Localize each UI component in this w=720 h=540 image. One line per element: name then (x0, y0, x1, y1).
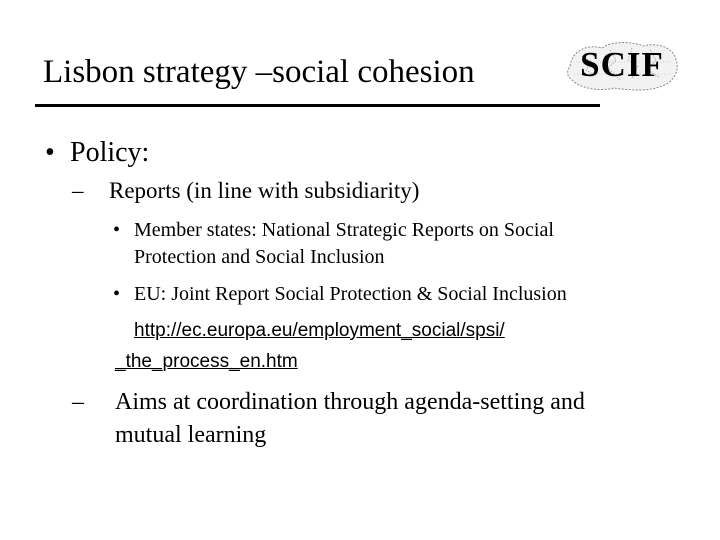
scif-logo (562, 36, 682, 96)
spsi-link-line-2[interactable]: _the_process_en.htm (115, 351, 298, 372)
bullet-policy (45, 135, 149, 171)
dash-marker: – (72, 389, 84, 415)
sub-bullet-text-line: mutual learning (115, 422, 267, 448)
item-text-line: Protection and Social Inclusion (134, 246, 385, 268)
sub-bullet-text-line: Aims at coordination through agenda-setting and (115, 389, 585, 415)
spsi-link-line-1[interactable]: http://ec.europa.eu/employment_social/spsi/ (134, 320, 505, 341)
bullet-text: Policy: (70, 137, 150, 168)
item-text-line: EU: Joint Report Social Protection & Social Inclusion (134, 283, 567, 305)
logo-text: SCIF (580, 45, 664, 84)
slide-title: Lisbon strategy –social cohesion (43, 54, 475, 90)
sub-bullet-text: Reports (in line with subsidiarity) (109, 178, 420, 203)
bullet-marker: • (113, 219, 121, 241)
bullet-marker: • (113, 283, 121, 305)
bullet-marker: • (45, 137, 55, 168)
title-underline (35, 104, 600, 107)
item-text-line: Member states: National Strategic Reports on Social (134, 219, 554, 241)
dash-marker: – (72, 178, 84, 203)
